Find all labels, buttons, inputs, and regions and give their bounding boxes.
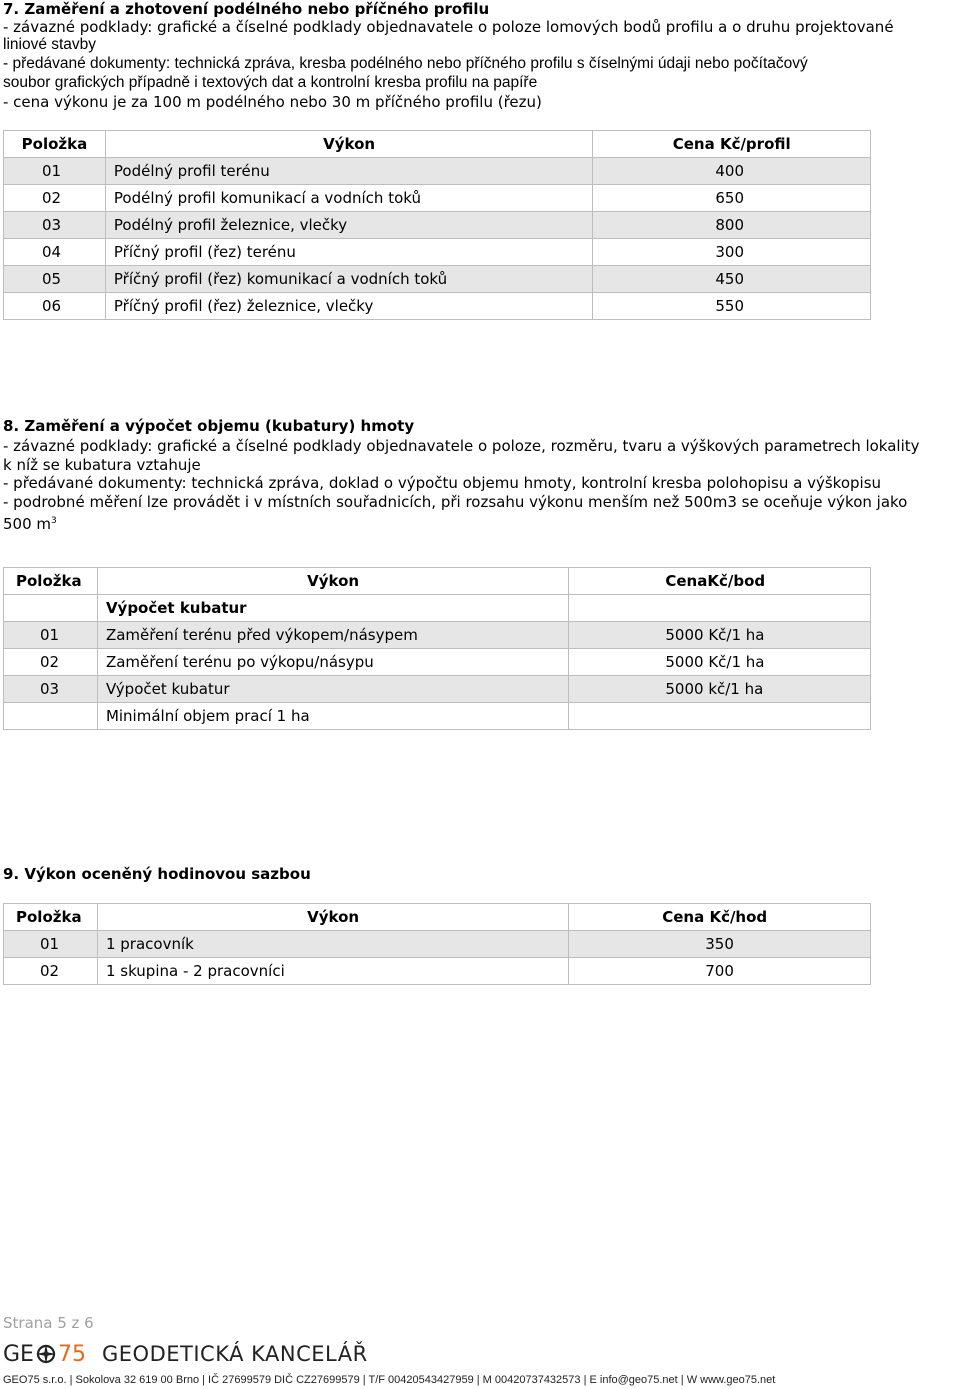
col-header-price: Cena Kč/profil (593, 131, 871, 158)
table-row (4, 622, 871, 649)
col-header-price: Cena Kč/hod (569, 904, 871, 931)
page-number: Strana 5 z 6 (3, 1314, 94, 1332)
cell-price: 400 (593, 158, 871, 185)
volume-unit-sup: 3 (51, 516, 57, 526)
cell-price: 5000 Kč/1 ha (569, 649, 871, 676)
section8-line-4: - podrobné měření lze provádět i v místních souřadnicích, při rozsahu výkonu menším než 500m3 se oceňuje výkon jako (3, 493, 908, 511)
table-row (4, 266, 871, 293)
section8-line-2: k níž se kubatura vztahuje (3, 456, 201, 474)
logo-compass-icon (35, 1343, 57, 1365)
section8-heading: 8. Zaměření a výpočet objemu (kubatury) hmoty (3, 417, 415, 435)
cell-work: Podélný profil terénu (105, 158, 593, 185)
table-row (4, 158, 871, 185)
cell-price: 350 (569, 931, 871, 958)
table-row (4, 649, 871, 676)
section8-line-3: - předávané dokumenty: technická zpráva, doklad o výpočtu objemu hmoty, kontrolní kresba polohopisu a výškopisu (3, 474, 882, 492)
table-row (4, 185, 871, 212)
col-header-work: Výkon (97, 568, 568, 595)
table-row (4, 676, 871, 703)
table-header-row (4, 904, 871, 931)
cell-work: 1 skupina - 2 pracovníci (97, 958, 568, 985)
cell-item: 02 (4, 649, 98, 676)
cell-price: 300 (593, 239, 871, 266)
col-header-item: Položka (4, 131, 106, 158)
cell-item: 01 (4, 931, 98, 958)
office-name: GEODETICKÁ KANCELÁŘ (102, 1342, 368, 1366)
logo-text-75: 75 (57, 1341, 86, 1367)
cell-item: 03 (4, 676, 98, 703)
table-header-row (4, 568, 871, 595)
cell-work: Příčný profil (řez) terénu (105, 239, 593, 266)
cell-price: 800 (593, 212, 871, 239)
col-header-work: Výkon (97, 904, 568, 931)
col-header-item: Položka (4, 568, 98, 595)
section8-line-1: - závazné podklady: grafické a číselné podklady objednavatele o poloze, rozměru, tvaru a výškových parametrech lokality (3, 437, 920, 455)
hourly-rate-table (3, 903, 871, 985)
cell-item: 03 (4, 212, 106, 239)
cell-item: 01 (4, 622, 98, 649)
cell-price (569, 703, 871, 730)
table-header-row (4, 131, 871, 158)
cell-work: Zaměření terénu po výkopu/násypu (97, 649, 568, 676)
cell-price: 550 (593, 293, 871, 320)
cell-work: Výpočet kubatur (97, 676, 568, 703)
company-address: GEO75 s.r.o. | Sokolova 32 619 00 Brno | IČ 27699579 DIČ CZ27699579 | T/F 00420543427959 | M 00420737432573 | E info@geo75.net | W www.geo75.net (3, 1374, 776, 1386)
cell-item: 02 (4, 185, 106, 212)
table-row (4, 293, 871, 320)
cell-price: 5000 kč/1 ha (569, 676, 871, 703)
section7-line-4: soubor grafických případně i textových dat a kontrolní kresba profilu na papíře (3, 74, 538, 91)
section7-line-1: - závazné podklady: grafické a číselné podklady objednavatele o poloze lomových bodů profilu a o druhu projektované (3, 18, 894, 36)
cell-item: 04 (4, 239, 106, 266)
cell-price: 450 (593, 266, 871, 293)
section8-line-5 (3, 512, 57, 533)
section9-heading: 9. Výkon oceněný hodinovou sazbou (3, 865, 311, 883)
col-header-price: CenaKč/bod (569, 568, 871, 595)
section7-line-3: - předávané dokumenty: technická zpráva, kresba podélného nebo příčného profilu s číselnými údaji nebo počítačový (3, 55, 808, 72)
cell-price (569, 595, 871, 622)
logo-text-ge: GE (3, 1341, 34, 1367)
table-row (4, 958, 871, 985)
cell-subheader: Výpočet kubatur (97, 595, 568, 622)
profile-price-table (3, 130, 871, 320)
section7-line-5: - cena výkonu je za 100 m podélného nebo 30 m příčného profilu (řezu) (3, 93, 542, 111)
section7-heading: 7. Zaměření a zhotovení podélného nebo příčného profilu (3, 0, 490, 18)
table-row (4, 239, 871, 266)
table-row (4, 212, 871, 239)
cell-work: Podélný profil komunikací a vodních toků (105, 185, 593, 212)
table-subheader-row (4, 595, 871, 622)
cell-work: 1 pracovník (97, 931, 568, 958)
section7-line-2: liniové stavby (3, 36, 97, 53)
cell-work: Příčný profil (řez) železnice, vlečky (105, 293, 593, 320)
cell-work: Příčný profil (řez) komunikací a vodních toků (105, 266, 593, 293)
cell-item: 06 (4, 293, 106, 320)
cell-price: 650 (593, 185, 871, 212)
col-header-item: Položka (4, 904, 98, 931)
cell-work: Podélný profil železnice, vlečky (105, 212, 593, 239)
table-row (4, 703, 871, 730)
col-header-work: Výkon (105, 131, 593, 158)
cell-footer: Minimální objem prací 1 ha (97, 703, 568, 730)
table-row (4, 931, 871, 958)
cell-price: 5000 Kč/1 ha (569, 622, 871, 649)
company-logo (3, 1340, 86, 1368)
cell-item (4, 703, 98, 730)
cell-price: 700 (569, 958, 871, 985)
volume-value: 500 m (3, 515, 52, 533)
volume-price-table (3, 567, 871, 730)
cell-item: 01 (4, 158, 106, 185)
cell-item: 05 (4, 266, 106, 293)
cell-item (4, 595, 98, 622)
cell-work: Zaměření terénu před výkopem/násypem (97, 622, 568, 649)
cell-item: 02 (4, 958, 98, 985)
